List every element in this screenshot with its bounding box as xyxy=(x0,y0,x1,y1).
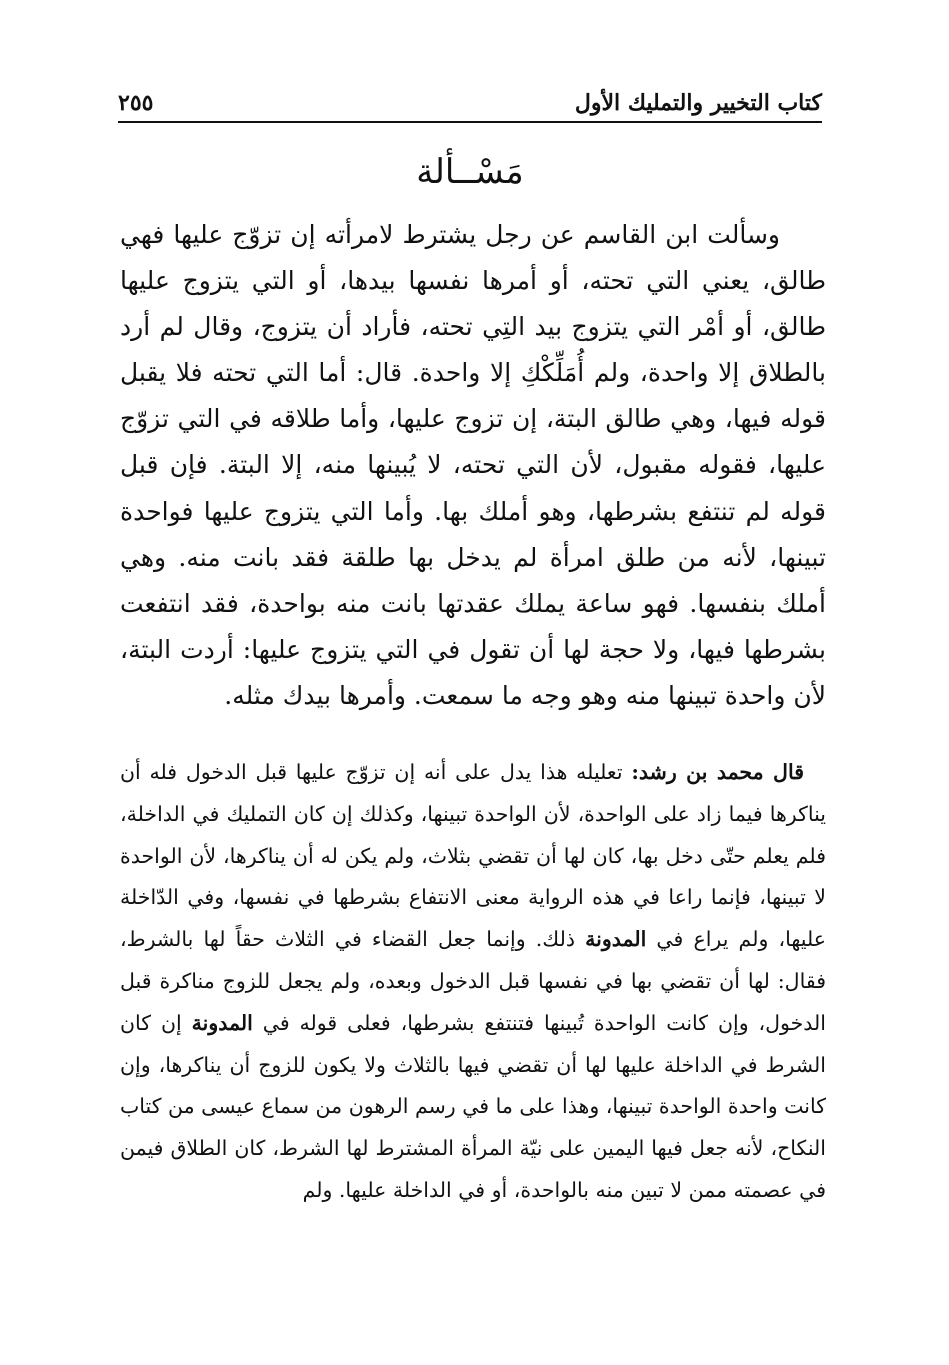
header-rule xyxy=(118,121,822,123)
page-number: ٢٥٥ xyxy=(118,90,154,116)
paragraph-2 xyxy=(120,752,826,1212)
paragraph-2-text-a: تعليله هذا يدل على أنه إن تزوّج عليها قبل الدخول فله أن يناكرها فيما زاد على الواحدة، لأن الواحدة تبينها، وكذلك إن كان التمليك في الداخلة، فلم يعلم حتّى دخل بها، كان لها أن تقضي بثلاث، ولم يكن له أن يناكرها، لأن الواحدة لا تبينها، فإنما راعا في هذه الرواية معنى الانتفاع بشرطها في نفسها، وفي الدّاخلة عليها، ولم يراع في xyxy=(120,760,827,952)
running-head: كتاب التخيير والتمليك الأول xyxy=(574,90,822,116)
book-reference: المدونة xyxy=(585,927,647,952)
speaker-attribution: قال محمد بن رشد: xyxy=(631,760,804,784)
paragraph-1: وسألت ابن القاسم عن رجل يشترط لامرأته إن تزوّج عليها فهي طالق، يعني التي تحته، أو أمرها نفسها بيدها، أو التي يتزوج عليها طالق، أو أمْر التي يتزوج بيد التِي تحته، فأراد أن يتزوج، وقال لم أرد بالطلاق إلا واحدة، ولم أُمَلِّكْكِ إلا واحدة. قال: أما التي تحته فلا يقبل قوله فيها، وهي طالق البتة، إن تزوج عليها، وأما طلاقه في التي تزوّج عليها، فقوله مقبول، لأن التي تحته، لا يُبينها منه، إلا البتة. فإن قبل قوله لم تنتفع بشرطها، وهو أملك بها. وأما التي يتزوج عليها فواحدة تبينها، لأنه من طلق امرأة لم يدخل بها طلقة فقد بانت منه. وهي أملك بنفسها. فهو ساعة يملك عقدتها بانت منه بواحدة، فقد انتفعت بشرطها فيها، ولا حجة لها أن تقول في التي يتزوج عليها: أردت البتة، لأن واحدة تبينها منه وهو وجه ما سمعت. وأمرها بيدك مثله. xyxy=(120,220,826,710)
paragraph-2-text-c: إن كان الشرط في الداخلة عليها لها أن تقضي فيها بالثلاث ولا يكون للزوج أن يناكرها، وإن كانت واحدة الواحدة تبينها، وهذا على ما في رسم الرهون من سماع عيسى من كتاب النكاح، لأنه جعل فيها اليمين على نيّة المرأة المشترط لها الشرط، كان الطلاق فيمن في عصمته ممن لا تبين منه بالواحدة، أو في الداخلة عليها. ولم xyxy=(120,1010,826,1202)
paragraph-2-text-b: ذلك. وإنما جعل القضاء في الثلاث حقاً لها بالشرط، فقال: لها أن تقضي بها في نفسها قبل الدخول وبعده، ولم يجعل للزوج مناكرة قبل الدخول، وإن كانت الواحدة تُبينها فتنتفع بشرطها، فعلى قوله في xyxy=(120,927,826,1035)
book-reference: المدونة xyxy=(191,1010,253,1035)
page-header xyxy=(118,78,822,118)
section-title: مَسْــألة xyxy=(416,152,524,192)
